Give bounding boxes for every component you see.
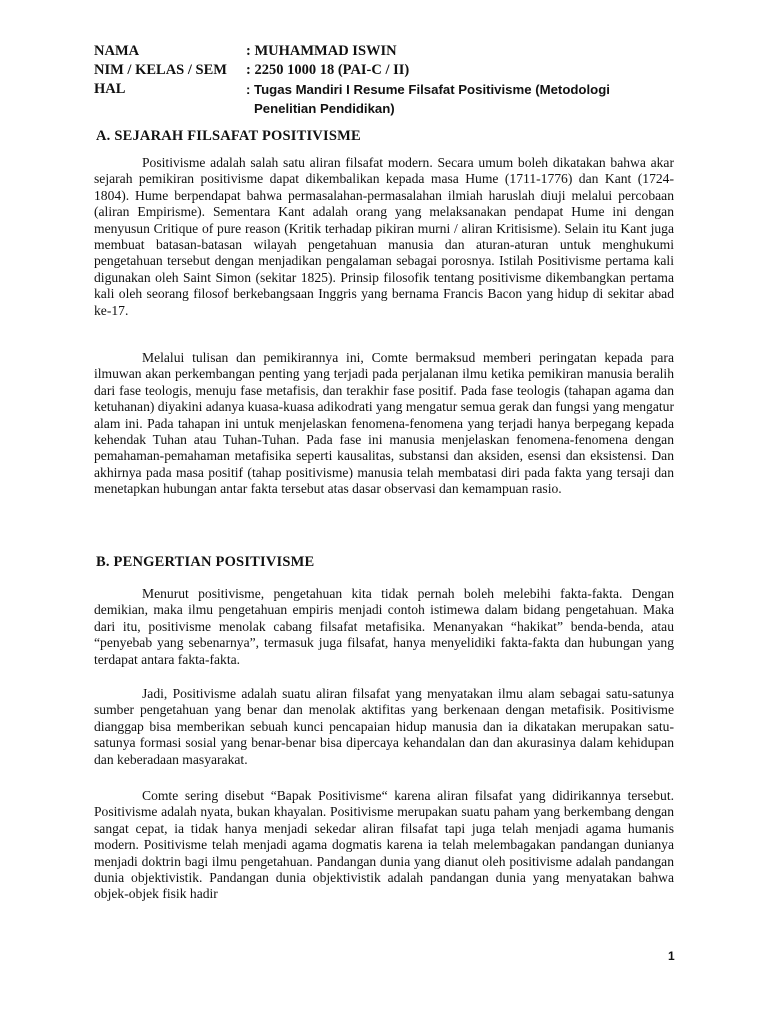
document-header [94,42,610,118]
subject-value: : Tugas Mandiri I Resume Filsafat Positivisme (Metodologi [246,82,610,97]
section-heading-b: B. PENGERTIAN POSITIVISME [96,554,315,570]
name-value: : MUHAMMAD ISWIN [246,43,397,59]
paragraph: Comte sering disebut “Bapak Positivisme“ karena aliran filsafat yang didirikannya tersebut. Positivisme adalah nyata, bukan khayalan. Positivisme merupakan suatu paham yang berkembang dengan sangat cepat, ia tidak hanya menjadi sekedar aliran filsafat tapi juga telah menjadi agama humanis modern. Positivisme telah menjadi agama dogmatis karena ia telah melembagakan pandangan dunianya menjadi doktrin bagi ilmu pengetahuan. Pandangan dunia yang dianut oleh positivisme adalah pandangan dunia objektivistik. Pandangan dunia objektivistik adalah pandangan dunia yang menyatakan bahwa objek-objek fisik hadir [94,788,674,902]
section-heading-a: A. SEJARAH FILSAFAT POSITIVISME [96,128,361,144]
nim-label: NIM / KELAS / SEM [94,62,227,78]
name-label: NAMA [94,43,140,59]
nim-value: : 2250 1000 18 (PAI-C / II) [246,62,410,78]
paragraph: Menurut positivisme, pengetahuan kita tidak pernah boleh melebihi fakta-fakta. Dengan demikian, maka ilmu pengetahuan empiris menjadi contoh istimewa dalam bidang pengetahuan. Maka dari itu, positivisme menolak cabang filsafat metafisika. Menanyakan “hakikat” benda-benda, atau “penyebab yang sebenarnya”, termasuk juga filsafat, hanya menyelidiki fakta-fakta dan hubungan yang terdapat antara fakta-fakta. [94,586,674,667]
paragraph: Positivisme adalah salah satu aliran filsafat modern. Secara umum boleh dikatakan bahwa akar sejarah pemikiran positivisme dapat dikembalikan kepada masa Hume (1711-1776) dan Kant (1724-1804). Hume berpendapat bahwa permasalahan-permasalahan ilmiah haruslah diuji melalui percobaan (aliran Empirisme). Sementara Kant adalah orang yang melaksanakan pendapat Hume ini dengan menyusun Critique of pure reason (Kritik terhadap pikiran murni / aliran Kritisisme). Selain itu Kant juga membuat batasan-batasan wilayah pengetahuan manusia dan aturan-aturan untuk menghukumi pengetahuan tersebut dengan menjadikan pengalaman sebagai porosnya. Istilah Positivisme pertama kali digunakan oleh Saint Simon (sekitar 1825). Prinsip filosofik tentang positivisme dikembangkan pertama kali oleh seorang filosof berkebangsaan Inggris yang bernama Francis Bacon yang hidup di sekitar abad ke-17. [94,155,674,318]
paragraph: Melalui tulisan dan pemikirannya ini, Comte bermaksud memberi peringatan kepada para ilmuwan akan perkembangan penting yang terjadi pada perjalanan ilmu ketika pemikiran manusia beralih dari fase teologis, menuju fase metafisis, dan terakhir fase positif. Pada fase teologis (tahapan agama dan ketuhanan) diyakini adanya kuasa-kuasa adikodrati yang mengatur semua gerak dan fungsi yang mengatur alam ini. Pada tahapan ini untuk menjelaskan fenomena-fenomena yang terjadi hanya berpegang kepada kehendak Tuhan atau Tuhan-Tuhan. Pada fase ini manusia menjelaskan fenomena-fenomena dengan pemahaman-pemahaman metafisika seperti kausalitas, substansi dan aksiden, esensi dan eksistensi. Dan akhirnya pada masa positif (tahap positivisme) manusia telah membatasi diri pada fakta yang tersaji dan menetapkan hubungan antar fakta tersebut atas dasar observasi dan kemampuan rasio. [94,350,674,497]
paragraph: Jadi, Positivisme adalah suatu aliran filsafat yang menyatakan ilmu alam sebagai satu-satunya sumber pengetahuan yang benar dan menolak aktifitas yang berkenaan dengan metafisik. Positivisme dianggap bisa memberikan sebuah kunci pencapaian hidup manusia dan ia dikatakan merupakan satu-satunya formasi sosial yang benar-benar bisa dipercaya kehandalan dan dan akurasinya dalam kehidupan dan keberadaan masyarakat. [94,686,674,767]
subject-label: HAL [94,81,126,97]
page-number: 1 [668,949,675,963]
subject-value-continued: Penelitian Pendidikan) [254,101,395,116]
